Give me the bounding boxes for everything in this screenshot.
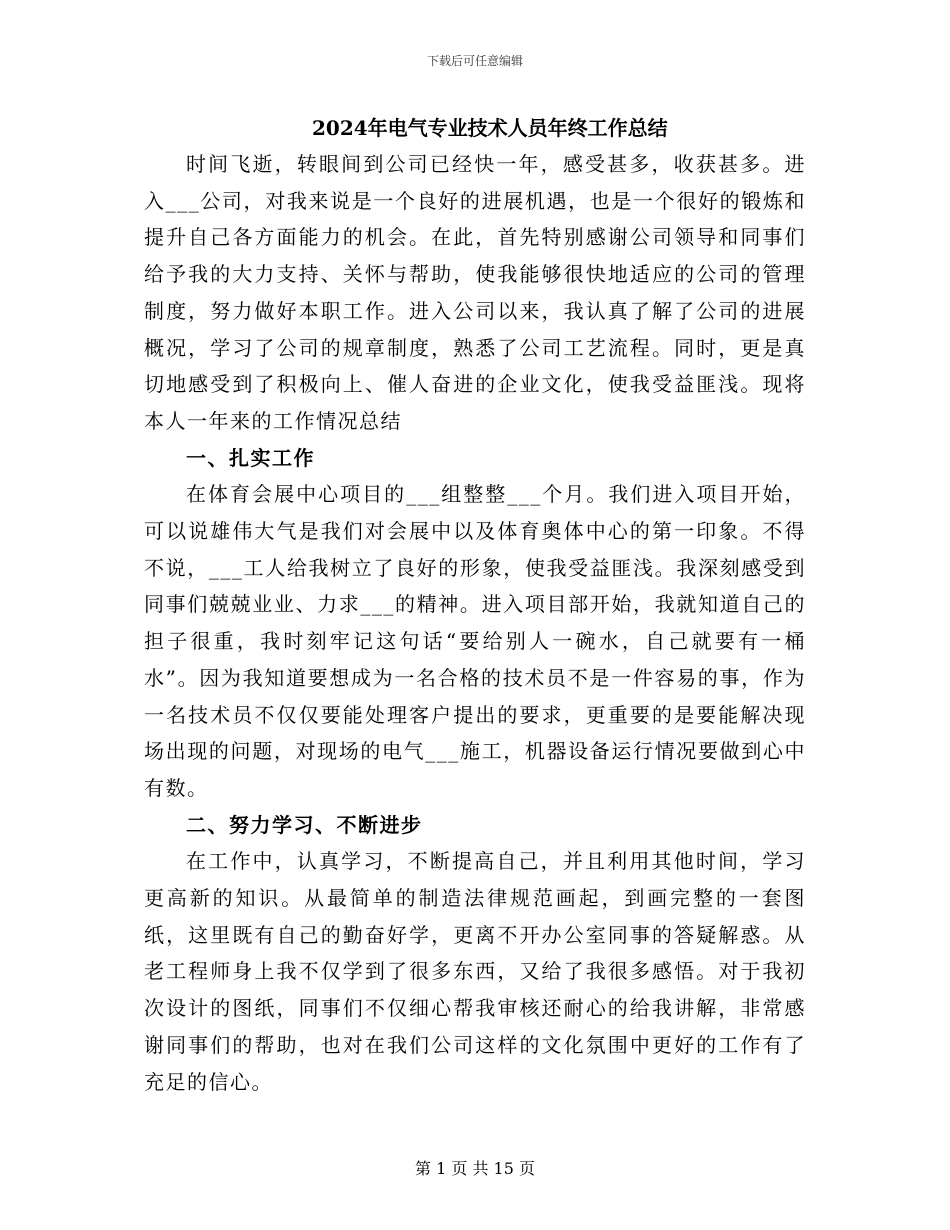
- section-heading-1: 一、扎实工作: [186, 445, 315, 470]
- section-1-paragraph: 在体育会展中心项目的___组整整___个月。我们进入项目开始，可以说雄伟大气是我们对会展中以及体育奥体中心的第一印象。不得不说，___工人给我树立了良好的形象，使我受益匪浅。我深刻感受到同事们兢兢业业、力求___的精神。进入项目部开始，我就知道自己的担子很重，我时刻牢记这句话“要给别人一碗水，自己就要有一桶水”。因为我知道要想成为一名合格的技术员不是一件容易的事，作为一名技术员不仅仅要能处理客户提出的要求，更重要的是要能解决现场出现的问题，对现场的电气___施工，机器设备运行情况要做到心中有数。: [144, 482, 806, 800]
- document-title: 2024年电气专业技术人员年终工作总结: [312, 116, 668, 140]
- page-number-footer: 第 1 页 共 15 页: [415, 1159, 535, 1178]
- intro-paragraph: 时间飞逝，转眼间到公司已经快一年，感受甚多，收获甚多。进入___公司，对我来说是一个良好的进展机遇，也是一个很好的锻炼和提升自己各方面能力的机会。在此，首先特别感谢公司领导和同事们给予我的大力支持、关怀与帮助，使我能够很快地适应的公司的管理制度，努力做好本职工作。进入公司以来，我认真了解了公司的进展概况，学习了公司的规章制度，熟悉了公司工艺流程。同时，更是真切地感受到了积极向上、催人奋进的企业文化，使我受益匪浅。现将本人一年来的工作情况总结: [144, 152, 806, 433]
- header-note: 下载后可任意编辑: [426, 54, 523, 68]
- document-body: [144, 110, 806, 1100]
- section-2-paragraph: 在工作中，认真学习，不断提高自己，并且利用其他时间，学习更高新的知识。从最简单的制造法律规范画起，到画完整的一套图纸，这里既有自己的勤奋好学，更离不开办公室同事的答疑解惑。从老工程师身上我不仅学到了很多东西，又给了我很多感悟。对于我初次设计的图纸，同事们不仅细心帮我审核还耐心的给我讲解，非常感谢同事们的帮助，也对在我们公司这样的文化氛围中更好的工作有了充足的信心。: [144, 849, 806, 1094]
- section-heading-2: 二、努力学习、不断进步: [186, 812, 423, 837]
